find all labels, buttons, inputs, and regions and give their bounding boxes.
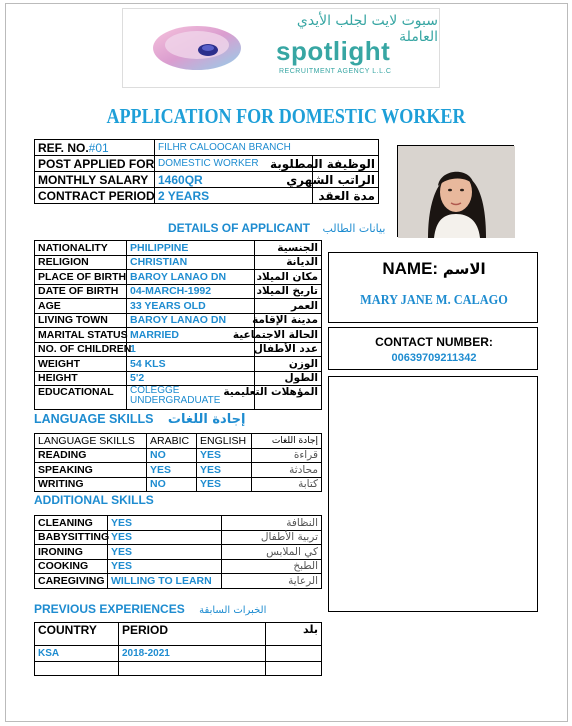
header-country-ar: بلد bbox=[266, 623, 322, 646]
language-title: LANGUAGE SKILLS bbox=[34, 412, 154, 426]
table-row bbox=[35, 545, 322, 560]
applicant-photo bbox=[397, 145, 514, 237]
ref-no-cell bbox=[35, 140, 155, 156]
page-title: APPLICATION FOR DOMESTIC WORKER bbox=[106, 104, 466, 128]
language-table bbox=[34, 433, 322, 492]
row-label-ar: الديانة bbox=[255, 255, 322, 270]
language-heading bbox=[34, 410, 245, 428]
table-row bbox=[35, 386, 322, 410]
contract-value: 2 YEARS bbox=[155, 188, 313, 204]
additional-title: ADDITIONAL SKILLS bbox=[34, 493, 154, 507]
branch-name: FILHR CALOOCAN BRANCH bbox=[155, 140, 379, 156]
row-label: NATIONALITY bbox=[35, 241, 127, 256]
name-box bbox=[328, 252, 538, 323]
table-row bbox=[35, 188, 379, 204]
salary-label: MONTHLY SALARY bbox=[35, 172, 155, 188]
row-value: BAROY LANAO DN bbox=[127, 270, 255, 285]
skill-label-ar: النظافة bbox=[222, 516, 322, 531]
contact-box bbox=[328, 327, 538, 370]
details-title-ar: بيانات الطالب bbox=[322, 222, 386, 235]
experience-period: 2018-2021 bbox=[119, 646, 266, 662]
table-row bbox=[35, 270, 322, 285]
table-row bbox=[35, 448, 322, 463]
row-label-ar: الوزن bbox=[255, 357, 322, 372]
skill-label-ar: الطبخ bbox=[222, 559, 322, 574]
education-label-ar: المؤهلات التعليمية bbox=[255, 386, 322, 410]
ref-row bbox=[35, 140, 379, 156]
ref-no-label: REF. NO. bbox=[38, 140, 89, 155]
ref-no-value: #01 bbox=[88, 140, 109, 155]
logo-subtitle: RECRUITMENT AGENCY L.L.C bbox=[279, 68, 392, 75]
skill-value: WILLING TO LEARN bbox=[108, 574, 222, 589]
skill-label-ar: تربية الأطفال bbox=[222, 530, 322, 545]
row-value: 54 KLS bbox=[127, 357, 255, 372]
table-row bbox=[35, 646, 322, 662]
portrait-image bbox=[398, 146, 515, 238]
table-row bbox=[35, 559, 322, 574]
row-value: CHRISTIAN bbox=[127, 255, 255, 270]
ref-table bbox=[34, 139, 379, 204]
name-label: NAME: bbox=[382, 259, 439, 278]
empty-cell bbox=[266, 662, 322, 676]
row-label: MARITAL STATUS bbox=[35, 328, 127, 343]
applicant-table bbox=[34, 240, 322, 410]
table-row bbox=[35, 530, 322, 545]
table-row bbox=[35, 463, 322, 478]
applicant-name: MARY JANE M. CALAGO bbox=[360, 293, 508, 308]
row-label-ar: تاريخ الميلاد bbox=[255, 284, 322, 299]
previous-title-ar: الخبرات السابقة bbox=[199, 605, 267, 616]
row-value: BAROY LANAO DN bbox=[127, 313, 255, 328]
table-row bbox=[35, 299, 322, 314]
lang-arabic: NO bbox=[147, 477, 197, 492]
row-label: NO. OF CHILDREN bbox=[35, 342, 127, 357]
row-value: 5'2 bbox=[127, 371, 255, 386]
row-value: MARRIED bbox=[127, 328, 255, 343]
table-row bbox=[35, 477, 322, 492]
table-row bbox=[35, 241, 322, 256]
table-row bbox=[35, 156, 379, 172]
language-title-ar: إجادة اللغات bbox=[167, 412, 246, 427]
details-heading bbox=[168, 219, 385, 237]
table-row bbox=[35, 516, 322, 531]
contract-label: CONTRACT PERIOD bbox=[35, 188, 155, 204]
skill-label: BABYSITTING bbox=[35, 530, 108, 545]
row-label: LIVING TOWN bbox=[35, 313, 127, 328]
lang-skill: SPEAKING bbox=[35, 463, 147, 478]
row-label: AGE bbox=[35, 299, 127, 314]
lang-skill-ar: قراءة bbox=[252, 448, 322, 463]
table-row bbox=[35, 172, 379, 188]
lang-arabic: NO bbox=[147, 448, 197, 463]
lang-english: YES bbox=[197, 448, 252, 463]
empty-cell bbox=[119, 662, 266, 676]
previous-title: PREVIOUS EXPERIENCES bbox=[34, 602, 185, 616]
skill-label-ar: كي الملابس bbox=[222, 545, 322, 560]
salary-label-ar: الراتب الشهري bbox=[313, 172, 379, 188]
skill-label: CLEANING bbox=[35, 516, 108, 531]
details-title: DETAILS OF APPLICANT bbox=[168, 221, 310, 235]
contact-number: 00639709211342 bbox=[391, 352, 477, 364]
row-label-ar: مدينة الإقامة bbox=[255, 313, 322, 328]
name-heading bbox=[329, 259, 539, 279]
lang-arabic: YES bbox=[147, 463, 197, 478]
table-row bbox=[35, 255, 322, 270]
row-value: 1 bbox=[127, 342, 255, 357]
post-value: DOMESTIC WORKER bbox=[155, 156, 313, 172]
table-row bbox=[35, 574, 322, 589]
table-row bbox=[35, 662, 322, 676]
table-row bbox=[35, 357, 322, 372]
post-label: POST APPLIED FOR bbox=[35, 156, 155, 172]
logo-disc-icon bbox=[148, 18, 246, 74]
table-row bbox=[35, 328, 322, 343]
lang-skill-ar: محادثة bbox=[252, 463, 322, 478]
row-label: DATE OF BIRTH bbox=[35, 284, 127, 299]
row-label-ar: الجنسية bbox=[255, 241, 322, 256]
experience-country: KSA bbox=[35, 646, 119, 662]
table-row bbox=[35, 313, 322, 328]
header-arabic: ARABIC bbox=[147, 434, 197, 449]
table-header-row bbox=[35, 623, 322, 646]
table-header-row bbox=[35, 434, 322, 449]
skill-value: YES bbox=[108, 559, 222, 574]
row-label: RELIGION bbox=[35, 255, 127, 270]
education-label: EDUCATIONAL bbox=[35, 386, 127, 410]
row-label: PLACE OF BIRTH bbox=[35, 270, 127, 285]
additional-skills-table bbox=[34, 515, 322, 589]
previous-experience-table bbox=[34, 622, 322, 676]
skill-label: IRONING bbox=[35, 545, 108, 560]
row-label-ar: الحالة الاجتماعية bbox=[255, 328, 322, 343]
table-row bbox=[35, 284, 322, 299]
row-label-ar: مكان الميلاد bbox=[255, 270, 322, 285]
lang-skill: READING bbox=[35, 448, 147, 463]
empty-cell bbox=[35, 662, 119, 676]
lang-skill: WRITING bbox=[35, 477, 147, 492]
header-country: COUNTRY bbox=[35, 623, 119, 646]
post-label-ar: الوظيفة المطلوبة bbox=[313, 156, 379, 172]
row-value: PHILIPPINE bbox=[127, 241, 255, 256]
row-value: 33 YEARS OLD bbox=[127, 299, 255, 314]
header-period: PERIOD bbox=[119, 623, 266, 646]
header-ar: إجادة اللغات bbox=[252, 434, 322, 449]
contact-label: CONTACT NUMBER: bbox=[375, 335, 493, 349]
row-label-ar: عدد الأطفال bbox=[255, 342, 322, 357]
blank-panel bbox=[328, 376, 538, 612]
lang-english: YES bbox=[197, 463, 252, 478]
education-value-line2: UNDERGRADUATE bbox=[130, 395, 221, 406]
lang-skill-ar: كتابة bbox=[252, 477, 322, 492]
logo-arabic-text: سبوت لايت لجلب الأيدي العاملة bbox=[296, 13, 438, 45]
previous-heading bbox=[34, 600, 266, 618]
name-label-ar: الاسم bbox=[442, 260, 486, 278]
salary-value: 1460QR bbox=[155, 172, 313, 188]
row-value: 04-MARCH-1992 bbox=[127, 284, 255, 299]
table-row bbox=[35, 342, 322, 357]
skill-value: YES bbox=[108, 530, 222, 545]
row-label: WEIGHT bbox=[35, 357, 127, 372]
lang-english: YES bbox=[197, 477, 252, 492]
contract-label-ar: مدة العقد bbox=[313, 188, 379, 204]
skill-label-ar: الرعاية bbox=[222, 574, 322, 589]
education-value-line1: COLEGGE bbox=[130, 385, 180, 396]
table-row bbox=[35, 371, 322, 386]
experience-empty-cell bbox=[266, 646, 322, 662]
skill-label: CAREGIVING bbox=[35, 574, 108, 589]
header-english: ENGLISH bbox=[197, 434, 252, 449]
row-label-ar: العمر bbox=[255, 299, 322, 314]
skill-label: COOKING bbox=[35, 559, 108, 574]
skill-value: YES bbox=[108, 545, 222, 560]
header-skill: LANGUAGE SKILLS bbox=[35, 434, 147, 449]
logo-wordmark: spotlight bbox=[276, 36, 391, 66]
row-label-ar: الطول bbox=[255, 371, 322, 386]
skill-value: YES bbox=[108, 516, 222, 531]
row-label: HEIGHT bbox=[35, 371, 127, 386]
